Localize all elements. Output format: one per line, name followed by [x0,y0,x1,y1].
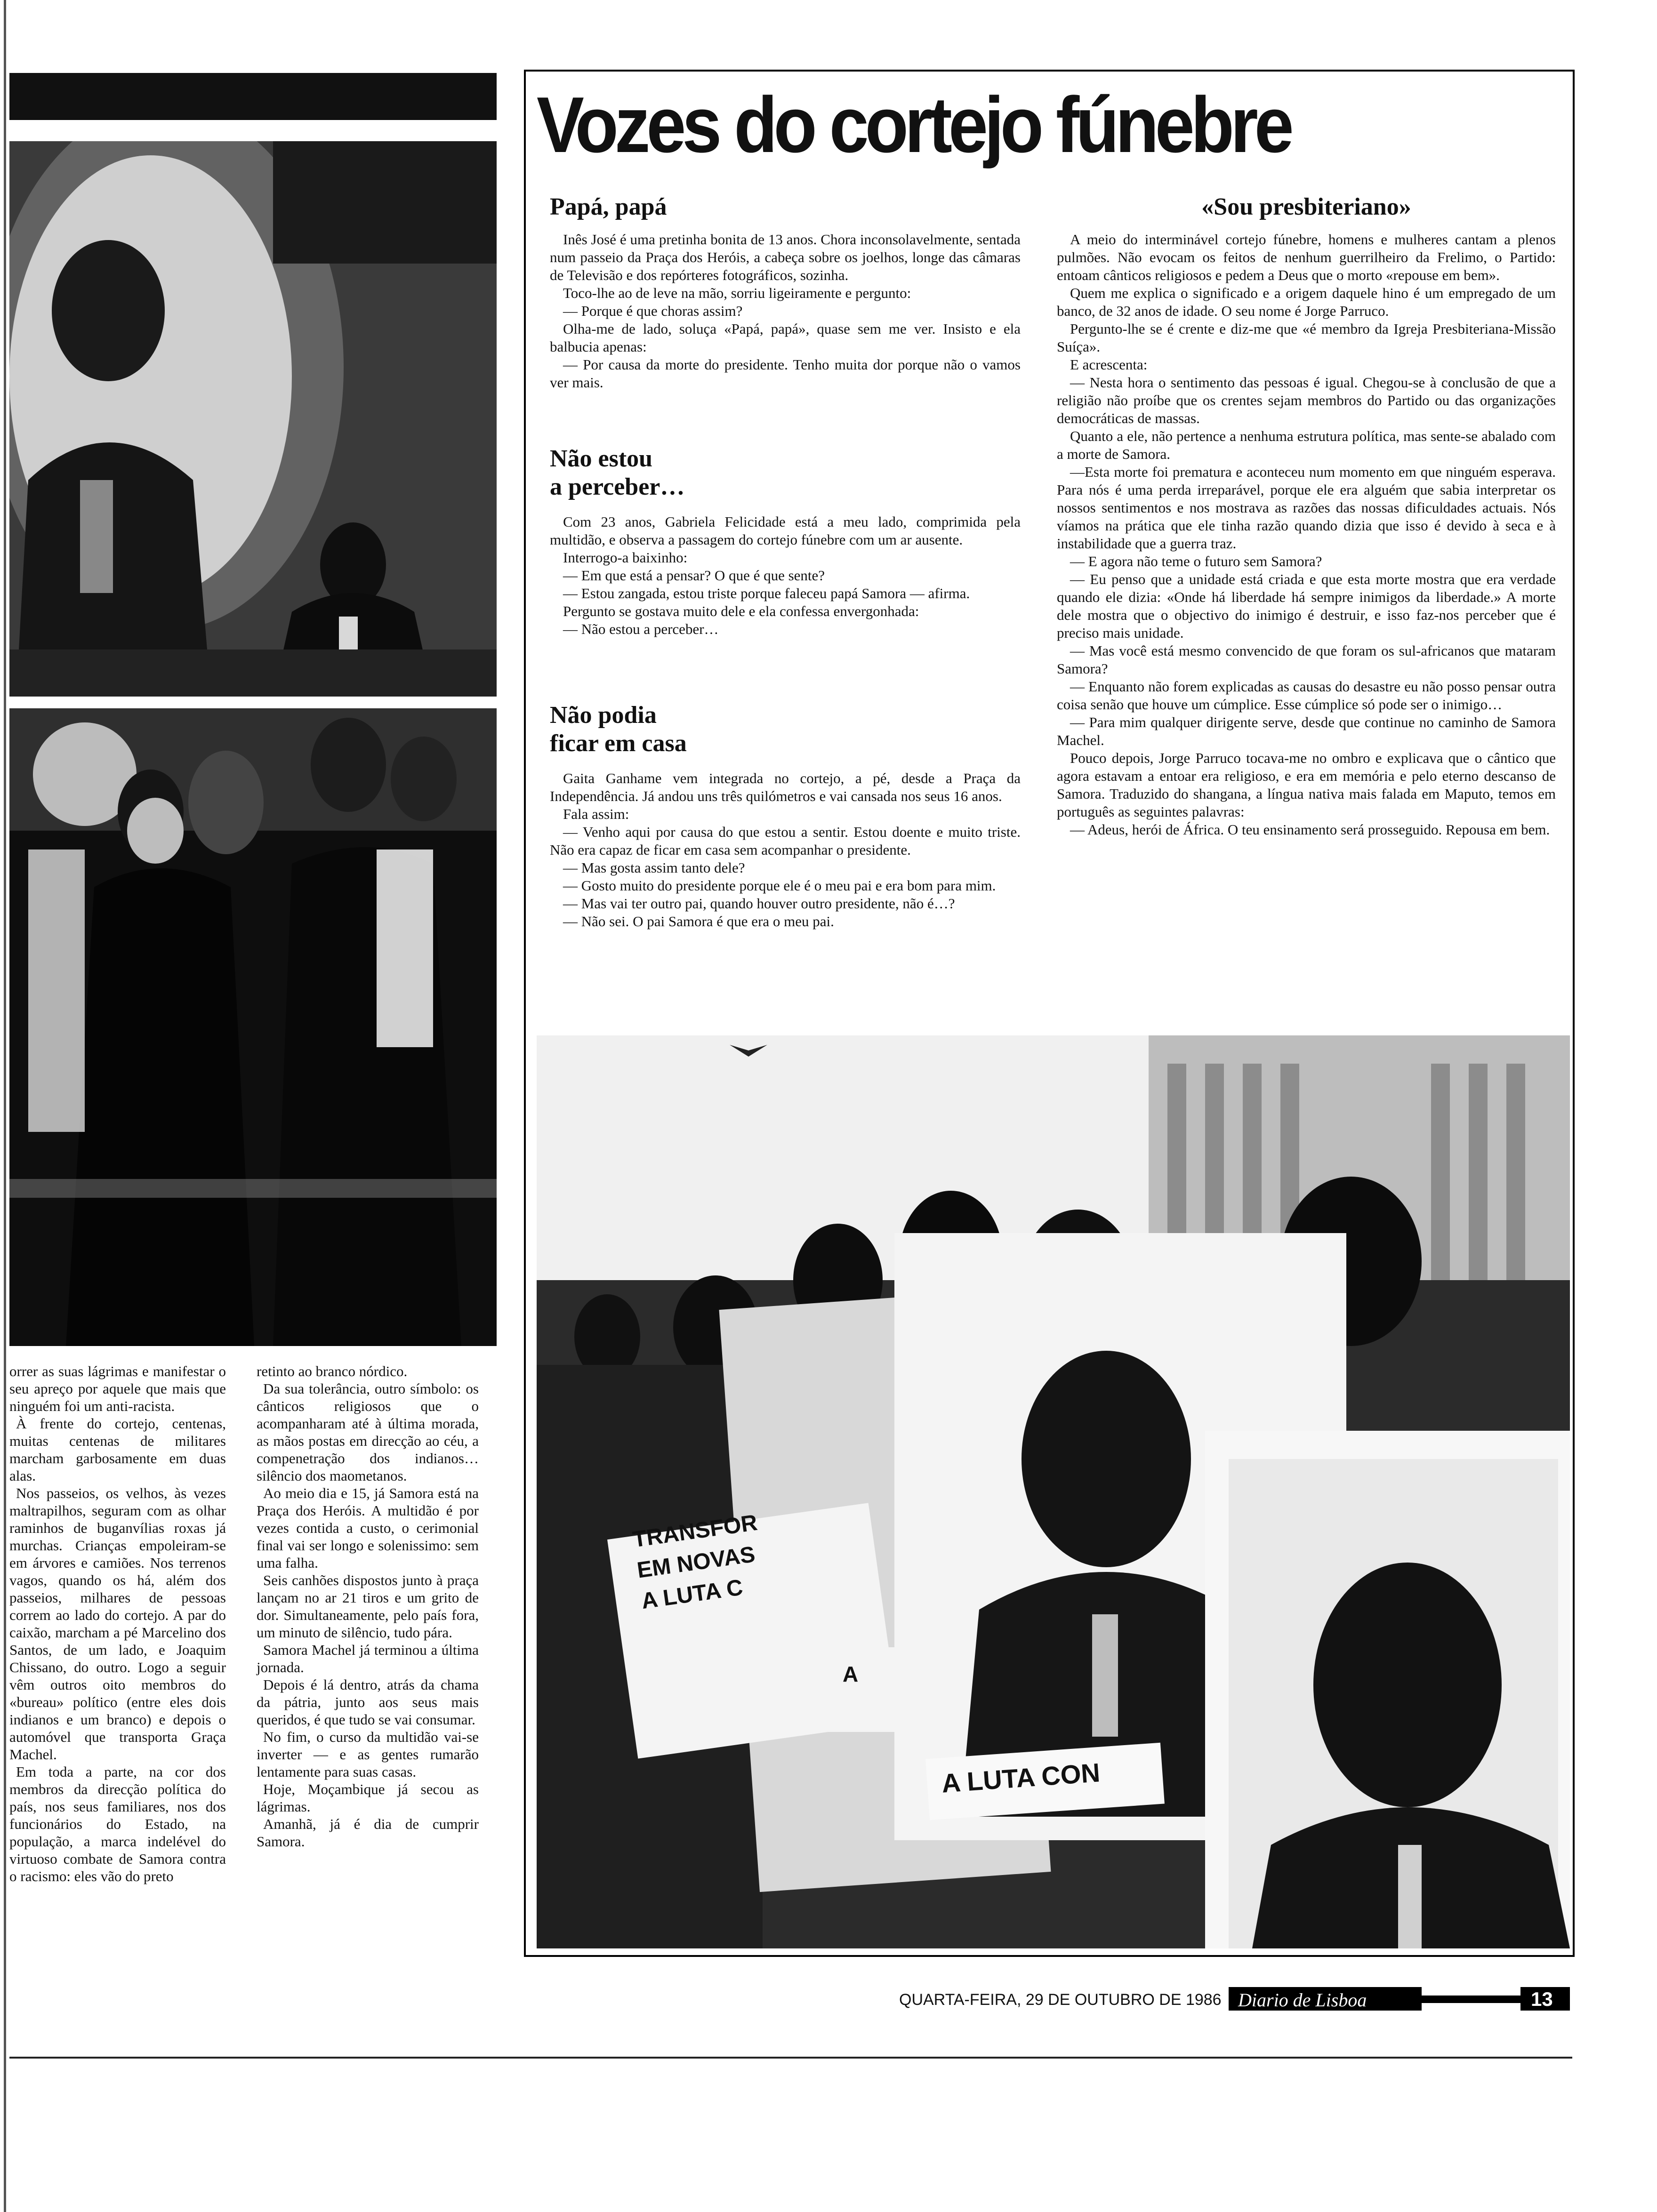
left-col2-p7: No fim, o curso da multidão vai-se inverter — e as gentes rumarão lentamente para suas casas. [257,1729,479,1780]
left-column-2 [257,1362,479,1850]
c2-p13: Pouco depois, Jorge Parruco tocava-me no ombro e explicava que o cântico que agora estavam a entoar era religioso, e era em memória e pelo eterno descanso de Samora. Traduzido do shangana, a língua nativa mais falada em Maputo, temos em português as seguintes palavras: [1057,750,1556,820]
headline: Vozes do cortejo fúnebre [537,80,1290,169]
article-col1-s3 [550,769,1021,930]
s3-p6: — Mas vai ter outro pai, quando houver outro presidente, não é…? [563,895,955,912]
article-col2 [1057,231,1556,839]
left-col2-p6: Depois é lá dentro, atrás da chama da pátria, junto aos seus mais queridos, é que tudo se vai consumar. [257,1676,479,1728]
s1-p2: Toco-lhe ao de leve na mão, sorriu ligeiramente e pergunto: [563,285,911,301]
c2-p14: — Adeus, herói de África. O teu ensinamento será prosseguido. Repousa em bem. [1070,821,1550,838]
subhead-nao-estou-2: a perceber… [550,473,685,500]
c2-p7: —Esta morte foi prematura e aconteceu num momento em que ninguém esperava. Para nós é uma perda irreparável, porque ele era alguém que sabia interpretar os nossos sentimentos e nos mostrava as razões das nossas dificuldades actuais. Nós víamos na prática que ele tinha razão quando dizia que isso é devido à seca e à instabilidade que a guerra traz. [1057,464,1556,552]
left-col2-p9: Amanhã, já é dia de cumprir Samora. [257,1816,479,1850]
s3-p5: — Gosto muito do presidente porque ele é o meu pai e era bom para mim. [563,877,996,894]
s2-p2: Interrogo-a baixinho: [563,549,688,566]
subhead-nao-podia-1: Não podia [550,702,657,729]
left-edge-rule [4,0,6,2212]
masthead-text: Diario de Lisboa [1238,1989,1367,2011]
c2-p4: E acrescenta: [1070,356,1148,373]
left-col1-p1: orrer as suas lágrimas e manifestar o seu apreço por aquele que mais que ninguém foi um anti-racista. [9,1363,226,1414]
c2-p11: — Enquanto não forem explicadas as causas do desastre eu não posso pensar outra coisa senão que houve um cúmplice. Esse cúmplice só pode ser o inimigo… [1057,678,1556,713]
sign-transfor [631,1507,768,1617]
footer-page-box [1520,1987,1570,2011]
sign-a-luta-con: A LUTA CON [941,1757,1101,1798]
c2-p8: — E agora não teme o futuro sem Samora? [1070,553,1322,569]
s2-p1: Com 23 anos, Gabriela Felicidade está a meu lado, comprimida pela multidão, e observa a passagem do cortejo fúnebre com um ar ausente. [550,513,1021,548]
left-col2-p3: Ao meio dia e 15, já Samora está na Praça dos Heróis. A multidão é por vezes contida a custo, o cerimonial final vai ser longo e solenissimo: sem uma falha. [257,1485,479,1571]
top-band [9,73,497,120]
bottom-rule [9,2057,1572,2059]
left-col1-p3: Nos passeios, os velhos, às vezes maltrapilhos, seguram com as olhar raminhos de buganvílias roxas já murchas. Crianças empoleiram-se em árvores e camiões. Nos terrenos vagos, quando os há, além dos passeios, milhares de pessoas correm ao lado do cortejo. A par do caixão, marcham a pé Marcelino dos Santos, de um lado, e Joaquim Chissano, do outro. Logo a seguir vêm outros oito membros do «bureau» político (entre eles dois indianos e um branco) e depois o automóvel que transporta Graça Machel. [9,1485,226,1763]
c2-p5: — Nesta hora o sentimento das pessoas é igual. Chegou-se à conclusão de que a religião não proíbe que os crentes sejam membros do Partido ou das organizações democráticas de massas. [1057,374,1556,426]
article-col1-s2 [550,513,1021,638]
s1-p5: — Por causa da morte do presidente. Tenho muita dor porque não o vamos ver mais. [550,356,1021,391]
photo-mourners-portraits [537,1035,1570,1948]
c2-p2: Quem me explica o significado e a origem daquele hino é um empregado de um banco, de 32 anos de idade. O seu nome é Jorge Parruco. [1057,285,1556,319]
s1-p1: Inês José é uma pretinha bonita de 13 anos. Chora inconsolavelmente, sentada num passeio da Praça dos Heróis, a cabeça sobre os joelhos, longe das câmaras de Televisão e dos repórteres fotográficos, sozinha. [550,231,1021,283]
subhead-papa: Papá, papá [550,193,667,220]
s3-p2: Fala assim: [563,806,629,822]
c2-p1: A meio do interminável cortejo fúnebre, homens e mulheres cantam a plenos pulmões. Não evocam os feitos de nenhum guerrilheiro da Frelimo, o Partido: entoam cânticos religiosos e pedem a Deus que o morto «repouse em bem». [1057,231,1556,283]
sign-a: A [843,1662,859,1686]
footer-rule [1422,1996,1520,2003]
left-col2-p4: Seis canhões dispostos junto à praça lançam no ar 21 tiros e um grito de dor. Simultaneamente, pelo país fora, um minuto de silêncio, tudo pára. [257,1572,479,1641]
article-col1-s1 [550,231,1021,392]
subhead-presbiteriano: «Sou presbiteriano» [1201,193,1411,220]
sign-line-3: A LUTA C [640,1575,745,1614]
subhead-nao-estou-1: Não estou [550,445,653,472]
s3-p3: — Venho aqui por causa do que estou a sentir. Estou doente e muito triste. Não era capaz de ficar em casa sem acompanhar o presidente. [550,824,1021,858]
s2-p6: — Não estou a perceber… [563,621,719,637]
s1-p3: — Porque é que choras assim? [563,303,743,319]
s3-p4: — Mas gosta assim tanto dele? [563,859,745,876]
s2-p5: Pergunto se gostava muito dele e ela confessa envergonhada: [563,603,919,619]
left-col2-p1: retinto ao branco nórdico. [257,1363,408,1379]
page-number: 13 [1531,1988,1553,2010]
left-col2-p8: Hoje, Moçambique já secou as lágrimas. [257,1781,479,1815]
c2-p10: — Mas você está mesmo convencido de que foram os sul-africanos que mataram Samora? [1057,642,1556,677]
photo-procession-dignitaries [9,708,497,1346]
left-col1-p2: À frente do cortejo, centenas, muitas centenas de militares marcham garbosamente em duas alas. [9,1415,226,1484]
s3-p7: — Não sei. O pai Samora é que era o meu pai. [563,913,834,930]
sign-line-1: TRANSFOR [631,1510,759,1553]
sign-line-2: EM NOVAS [635,1542,757,1583]
c2-p3: Pergunto-lhe se é crente e diz-me que «é membro da Igreja Presbiteriana-Missão Suíça». [1057,321,1556,355]
left-col2-p2: Da sua tolerância, outro símbolo: os cânticos religiosos que o acompanharam até à última morada, as mãos postas em direcção ao céu, a compenetração dos indianos… silêncio dos maometanos. [257,1380,479,1484]
left-col2-p5: Samora Machel já terminou a última jornada. [257,1642,479,1675]
s3-p1: Gaita Ganhame vem integrada no cortejo, a pé, desde a Praça da Independência. Já andou uns três quilómetros e vai cansada nos seus 16 anos. [550,770,1021,804]
photo-samora-portrait [9,141,497,697]
s1-p4: Olha-me de lado, soluça «Papá, papá», quase sem me ver. Insisto e ela balbucia apenas: [550,321,1021,355]
s2-p3: — Em que está a pensar? O que é que sente? [563,567,825,584]
subhead-nao-podia-2: ficar em casa [550,730,687,757]
c2-p9: — Eu penso que a unidade está criada e que esta morte mostra que era verdade quando ele dizia: «Onde há liberdade há sempre inimigos da liberdade.» A morte dele mostra que o objectivo do inimigo é destruir, e isso faz-nos perceber que é preciso mais unidade. [1057,571,1556,641]
footer-date: QUARTA-FEIRA, 29 DE OUTUBRO DE 1986 [899,1991,1222,2009]
s2-p4: — Estou zangada, estou triste porque faleceu papá Samora — afirma. [563,585,970,601]
c2-p6: Quanto a ele, não pertence a nenhuma estrutura política, mas sente-se abalado com a morte de Samora. [1057,428,1556,462]
footer-masthead [1229,1987,1422,2011]
left-col1-p4: Em toda a parte, na cor dos membros da direcção política do país, nos seus familiares, nos dos funcionários do Estado, na população, a marca indelével do virtuoso combate de Samora contra o racismo: eles vão do preto [9,1763,226,1884]
left-column-1 [9,1362,226,1885]
c2-p12: — Para mim qualquer dirigente serve, desde que continue no caminho de Samora Machel. [1057,714,1556,748]
